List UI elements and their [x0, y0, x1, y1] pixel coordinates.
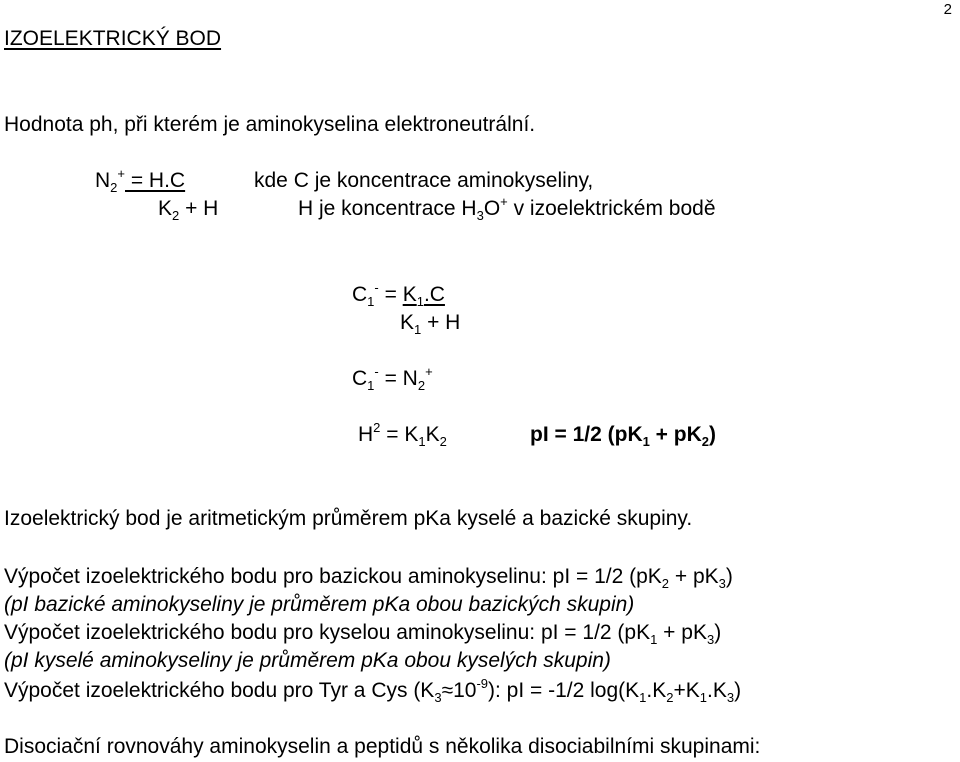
eq1-note2-sup: + — [500, 194, 508, 209]
eq3-mid: = N — [378, 367, 418, 390]
eq3-rhs-sub: 2 — [417, 378, 426, 393]
eq1-note-2 — [298, 194, 716, 223]
eq2-num — [402, 283, 445, 309]
l1-sub1: 2 — [661, 576, 670, 591]
line-tyr-cys — [4, 676, 742, 705]
eq1-n-sup: + — [117, 166, 125, 181]
eq3-lhs: C — [352, 367, 368, 390]
eq2-lhs-sub: 1 — [367, 294, 375, 309]
pi-formula — [530, 423, 717, 449]
l5-c: ): pI = -1/2 log(K — [488, 679, 640, 702]
l5-e: +K — [673, 679, 700, 702]
eq4-lhs-sup: 2 — [373, 420, 381, 435]
eq2-den-rest: + H — [421, 311, 461, 334]
l5-d: .K — [646, 679, 667, 702]
eq1-note2-c: v izoelektrickém bodě — [507, 197, 716, 220]
eq4-mid: = K — [380, 423, 419, 446]
eq1-numerator — [95, 166, 186, 195]
l1-sub2: 3 — [718, 576, 726, 591]
line-basic-note: (pI bazické aminokyseliny je průměrem pKa obou bazických skupin) — [4, 593, 635, 616]
l5-sub5: 3 — [726, 690, 735, 705]
l3-b: + pK — [657, 621, 707, 644]
eq1-note2-a: H je koncentrace H — [298, 197, 477, 220]
l3-sub1: 1 — [650, 632, 658, 647]
eq1-num-rest: = H.C — [125, 169, 186, 192]
eq1-denominator — [158, 197, 219, 223]
page-number: 2 — [943, 1, 952, 18]
pi-c: ) — [709, 423, 717, 446]
eq2-den-sub: 1 — [414, 322, 422, 337]
line-acidic — [4, 621, 722, 647]
footer-text: Disociační rovnováhy aminokyselin a peptidů s několika disociabilními skupinami: — [4, 735, 761, 758]
l5-g: ) — [734, 679, 742, 702]
eq2-denominator — [400, 311, 461, 337]
eq3-lhs-sub: 1 — [367, 378, 375, 393]
eq2-num-rest: .C — [423, 283, 445, 306]
statement-text: Izoelektrický bod je aritmetickým průměrem pKa kyselé a bazické skupiny. — [4, 507, 693, 530]
l5-sub1: 3 — [434, 690, 442, 705]
definition-text: Hodnota ph, při kterém je aminokyselina elektroneutrální. — [4, 113, 536, 136]
l1-c: ) — [725, 565, 733, 588]
eq2-lhs-sup: - — [374, 280, 379, 295]
eq1-note2-b: O — [483, 197, 501, 220]
eq1-n: N — [95, 169, 111, 192]
eq2-numerator — [352, 280, 445, 309]
eq4-k2: K — [425, 423, 440, 446]
eq2-equals: = — [378, 283, 403, 306]
l1-a: Výpočet izoelektrického bodu pro bazickou aminokyselinu: pI = 1/2 (pK — [4, 565, 662, 588]
l5-sub4: 1 — [699, 690, 707, 705]
eq4-k2-sub: 2 — [439, 434, 447, 449]
eq1-k: K — [158, 197, 173, 220]
l3-sub2: 3 — [706, 632, 715, 647]
eq3 — [352, 364, 433, 393]
pi-sub2: 2 — [701, 434, 710, 449]
eq2-num-sub: 1 — [416, 294, 424, 309]
eq3-lhs-sup: - — [374, 364, 379, 379]
l1-b: + pK — [669, 565, 719, 588]
eq4-lhs: H — [358, 423, 374, 446]
eq2-den-k: K — [400, 311, 415, 334]
eq1-n-sub: 2 — [110, 180, 118, 195]
l5-f: .K — [707, 679, 727, 702]
line-acidic-note: (pI kyselé aminokyseliny je průměrem pKa obou kyselých skupin) — [4, 649, 611, 672]
page-title: IZOELEKTRICKÝ BOD — [4, 27, 222, 50]
eq2-lhs: C — [352, 283, 368, 306]
eq1-note2-sub: 3 — [476, 208, 484, 223]
eq3-rhs-sup: + — [425, 364, 433, 379]
line-basic — [4, 565, 733, 591]
pi-a: pI = 1/2 (pK — [530, 423, 643, 446]
l5-a: Výpočet izoelektrického bodu pro Tyr a Cys (K — [4, 679, 435, 702]
eq1-den-rest: + H — [179, 197, 219, 220]
l5-sup: -9 — [476, 676, 489, 691]
l5-sub3: 2 — [666, 690, 674, 705]
pi-sub1: 1 — [642, 434, 650, 449]
eq4-k1-sub: 1 — [418, 434, 426, 449]
l3-a: Výpočet izoelektrického bodu pro kyselou aminokyselinu: pI = 1/2 (pK — [4, 621, 651, 644]
pi-b: + pK — [649, 423, 702, 446]
eq2-num-k: K — [402, 283, 417, 306]
eq1-note-1: kde C je koncentrace aminokyseliny, — [254, 169, 594, 192]
eq4 — [358, 420, 447, 449]
l5-sub2: 1 — [639, 690, 647, 705]
eq1-k-sub: 2 — [172, 208, 180, 223]
approx-icon: ≈ — [441, 679, 454, 702]
l3-c: ) — [714, 621, 722, 644]
l5-b: 10 — [453, 679, 477, 702]
